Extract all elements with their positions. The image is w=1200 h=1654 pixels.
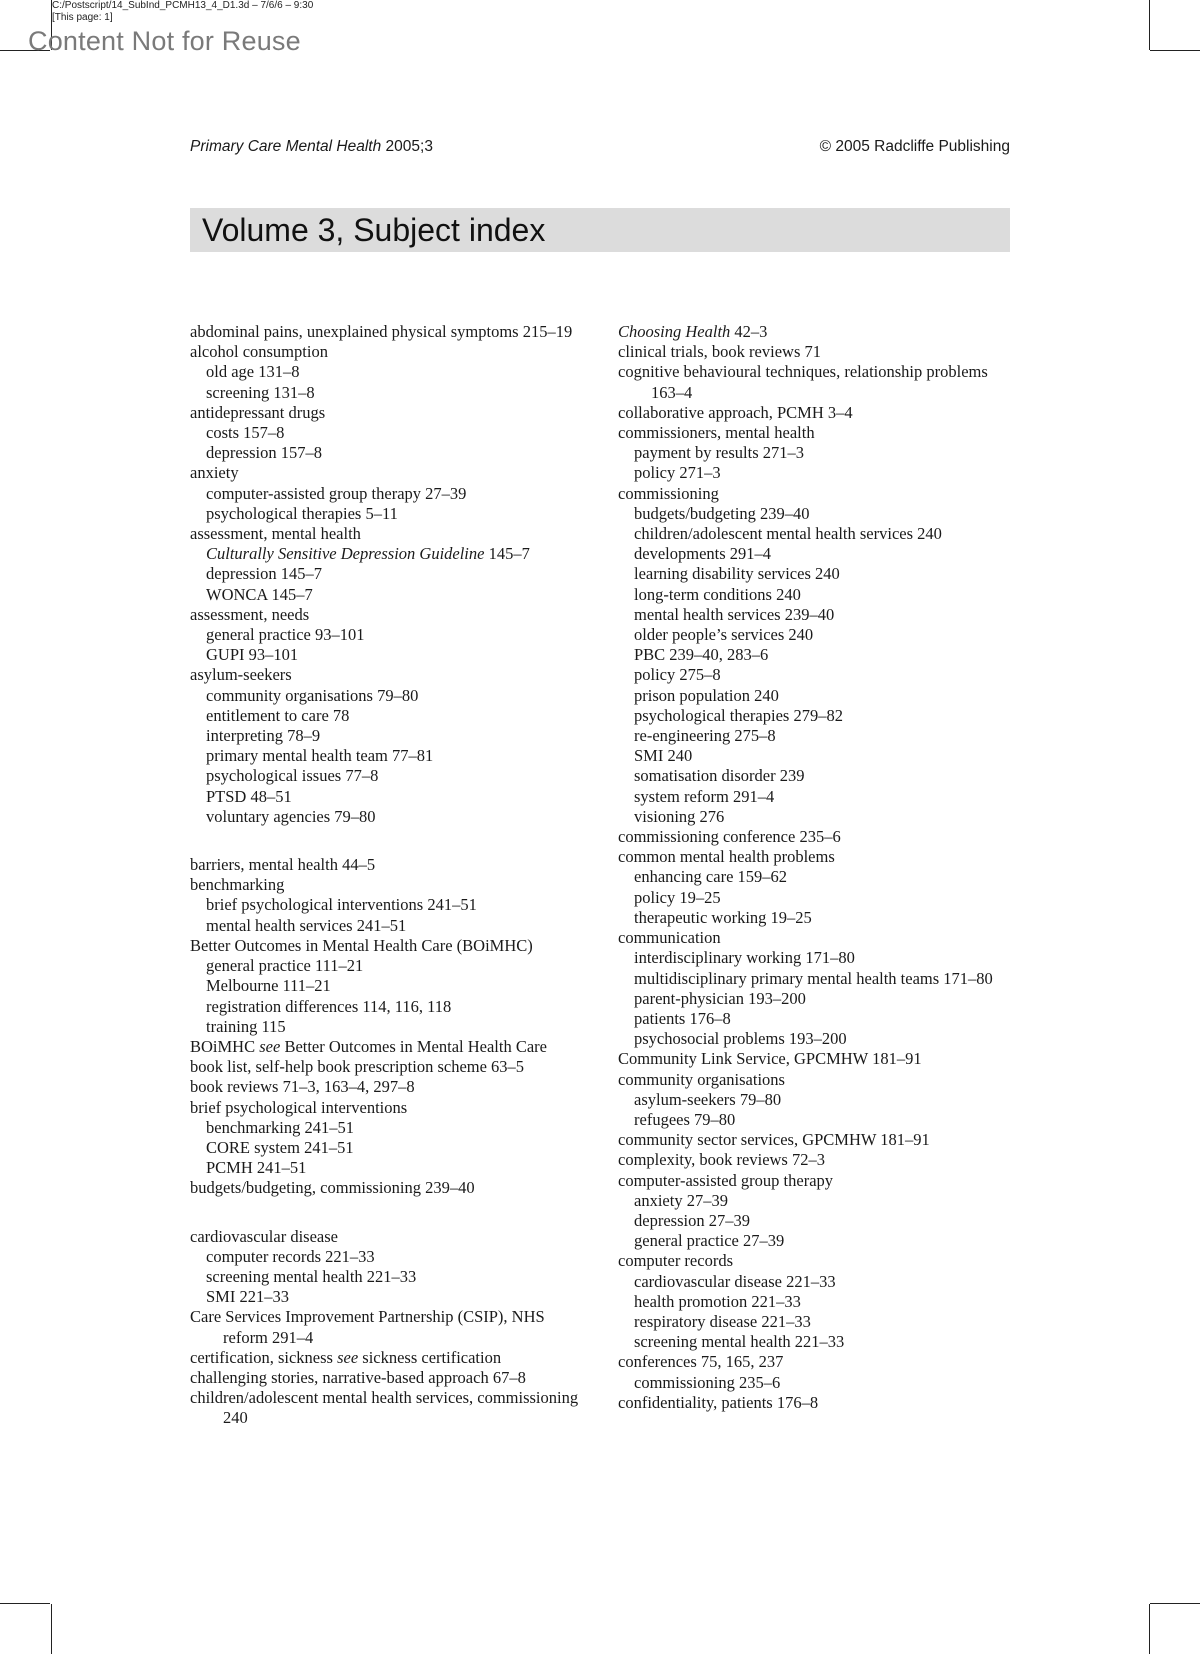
index-subentry: budgets/budgeting 239–40 [634,503,810,523]
index-subentry: entitlement to care 78 [206,705,350,725]
index-entry: brief psychological interventions [190,1097,408,1117]
index-subentry: training 115 [206,1016,286,1036]
index-subentry: WONCA 145–7 [206,584,313,604]
index-subentry: payment by results 271–3 [634,443,805,463]
index-subentry: psychological therapies 279–82 [634,705,843,725]
index-entry: communication [618,928,721,948]
index-subentry: voluntary agencies 79–80 [206,806,376,826]
index-entry: certification, sickness see sickness certification [190,1347,502,1367]
index-entry: collaborative approach, PCMH 3–4 [618,402,853,422]
title-bar [190,208,1010,252]
index-subentry: long-term conditions 240 [634,584,801,604]
index-subentry: multidisciplinary primary mental health teams 171–80 [634,968,993,988]
index-entry: BOiMHC see Better Outcomes in Mental Health Care [190,1036,547,1056]
index-subentry: PTSD 48–51 [206,786,292,806]
index-subentry: primary mental health team 77–81 [206,746,434,766]
index-subentry: registration differences 114, 116, 118 [206,996,452,1016]
index-entry: clinical trials, book reviews 71 [618,342,821,362]
index-subentry: mental health services 239–40 [634,604,835,624]
index-entry: Choosing Health 42–3 [618,322,768,341]
index-subentry: SMI 221–33 [206,1287,289,1307]
index-entry: asylum-seekers [190,665,292,685]
copyright-notice: © 2005 Radcliffe Publishing [819,138,1010,155]
index-entry: assessment, needs [190,604,310,624]
index-subentry: screening mental health 221–33 [634,1332,845,1352]
index-subentry: respiratory disease 221–33 [634,1311,811,1331]
index-subentry: therapeutic working 19–25 [634,907,812,927]
index-entry: challenging stories, narrative-based approach 67–8 [190,1367,526,1387]
index-subentry: PCMH 241–51 [206,1158,307,1178]
journal-name: Primary Care Mental Health [190,138,382,155]
index-subentry: GUPI 93–101 [206,645,299,665]
index-entry: Community Link Service, GPCMHW 181–91 [618,1049,922,1069]
crop-mark [1149,0,1150,50]
index-subentry: children/adolescent mental health services 240 [634,524,942,544]
index-subentry: cardiovascular disease 221–33 [634,1271,836,1291]
content-not-for-reuse-watermark: Content Not for Reuse [28,26,301,56]
index-entry: anxiety [190,463,239,483]
crop-mark [1150,50,1200,51]
index-subentry: mental health services 241–51 [206,915,407,935]
page-slug: [This page: 1] [52,12,113,23]
index-entry: book list, self-help book prescription scheme 63–5 [190,1057,525,1077]
index-subentry: community organisations 79–80 [206,685,419,705]
index-column-left [190,322,590,1429]
index-entry: community sector services, GPCMHW 181–91 [618,1130,930,1150]
index-entry: commissioning [618,483,719,503]
index-subentry: benchmarking 241–51 [206,1117,355,1137]
index-subentry: interdisciplinary working 171–80 [634,948,855,968]
page-title: Volume 3, Subject index [202,212,546,248]
index-subentry: commissioning 235–6 [634,1372,781,1392]
index-subentry: brief psychological interventions 241–51 [206,895,477,915]
index-subentry: patients 176–8 [634,1008,731,1028]
index-entry: community organisations [618,1069,785,1089]
index-subentry: re-engineering 275–8 [634,726,776,746]
index-entry: Better Outcomes in Mental Health Care (BOiMHC) [190,935,533,955]
index-subentry: anxiety 27–39 [634,1190,728,1210]
index-subentry: Culturally Sensitive Depression Guideline 145–7 [206,544,530,564]
file-slug: C:/Postscript/14_SubInd_PCMH13_4_D1.3d – 7/6/6 – 9:30 [52,0,314,11]
index-subentry: visioning 276 [634,806,725,826]
index-entry: commissioning conference 235–6 [618,827,841,847]
index-entry: antidepressant drugs [190,402,326,422]
index-subentry: screening 131–8 [206,382,315,402]
index-entry: computer records [618,1251,733,1271]
index-entry: abdominal pains, unexplained physical symptoms 215–19 [190,322,573,341]
index-subentry: older people’s services 240 [634,625,814,645]
index-entry: budgets/budgeting, commissioning 239–40 [190,1178,475,1198]
index-entry: cardiovascular disease [190,1226,338,1246]
index-subentry: SMI 240 [634,746,693,766]
index-subentry: old age 131–8 [206,362,300,382]
crop-mark [1150,1603,1200,1604]
journal-header [190,138,433,156]
index-entry: book reviews 71–3, 163–4, 297–8 [190,1077,415,1097]
index-entry: common mental health problems [618,847,835,867]
index-subentry: depression 157–8 [206,443,322,463]
index-column-right [618,322,1018,1413]
index-subentry: screening mental health 221–33 [206,1266,417,1286]
index-entry: complexity, book reviews 72–3 [618,1150,825,1170]
index-subentry: prison population 240 [634,685,779,705]
crop-mark [1149,1604,1150,1654]
index-entry: commissioners, mental health [618,423,815,443]
index-subentry: policy 19–25 [634,887,721,907]
journal-issue: 2005;3 [381,138,433,155]
index-subentry: computer-assisted group therapy 27–39 [206,483,467,503]
entry-gap [190,1199,590,1227]
index-entry: alcohol consumption [190,342,328,362]
index-subentry: computer records 221–33 [206,1246,375,1266]
index-subentry: enhancing care 159–62 [634,867,788,887]
index-subentry: general practice 27–39 [634,1231,785,1251]
index-subentry: psychosocial problems 193–200 [634,1029,847,1049]
index-subentry: CORE system 241–51 [206,1137,354,1157]
index-subentry: interpreting 78–9 [206,726,321,746]
index-entry: children/adolescent mental health services, commissioning 240 [190,1388,579,1428]
entry-gap [190,827,590,855]
index-subentry: costs 157–8 [206,423,285,443]
index-subentry: general practice 111–21 [206,956,364,976]
index-entry: confidentiality, patients 176–8 [618,1392,819,1412]
index-subentry: learning disability services 240 [634,564,840,584]
index-entry: conferences 75, 165, 237 [618,1352,784,1372]
index-entry: cognitive behavioural techniques, relationship problems 163–4 [618,362,988,402]
index-subentry: Melbourne 111–21 [206,976,331,996]
index-subentry: health promotion 221–33 [634,1291,801,1311]
index-subentry: general practice 93–101 [206,625,365,645]
index-subentry: system reform 291–4 [634,786,775,806]
index-entry: barriers, mental health 44–5 [190,855,376,875]
crop-mark [51,1604,52,1654]
index-entry: Care Services Improvement Partnership (CSIP), NHS reform 291–4 [190,1307,545,1347]
index-subentry: somatisation disorder 239 [634,766,805,786]
index-subentry: depression 145–7 [206,564,322,584]
index-entry: benchmarking [190,875,285,895]
index-subentry: depression 27–39 [634,1210,750,1230]
index-subentry: policy 271–3 [634,463,721,483]
crop-mark [0,1603,50,1604]
index-subentry: psychological therapies 5–11 [206,503,398,523]
index-subentry: parent-physician 193–200 [634,988,806,1008]
index-subentry: asylum-seekers 79–80 [634,1089,782,1109]
index-entry: computer-assisted group therapy [618,1170,834,1190]
index-subentry: policy 275–8 [634,665,721,685]
index-subentry: psychological issues 77–8 [206,766,379,786]
index-entry: assessment, mental health [190,524,361,544]
index-subentry: PBC 239–40, 283–6 [634,645,769,665]
index-subentry: refugees 79–80 [634,1109,736,1129]
index-subentry: developments 291–4 [634,544,772,564]
